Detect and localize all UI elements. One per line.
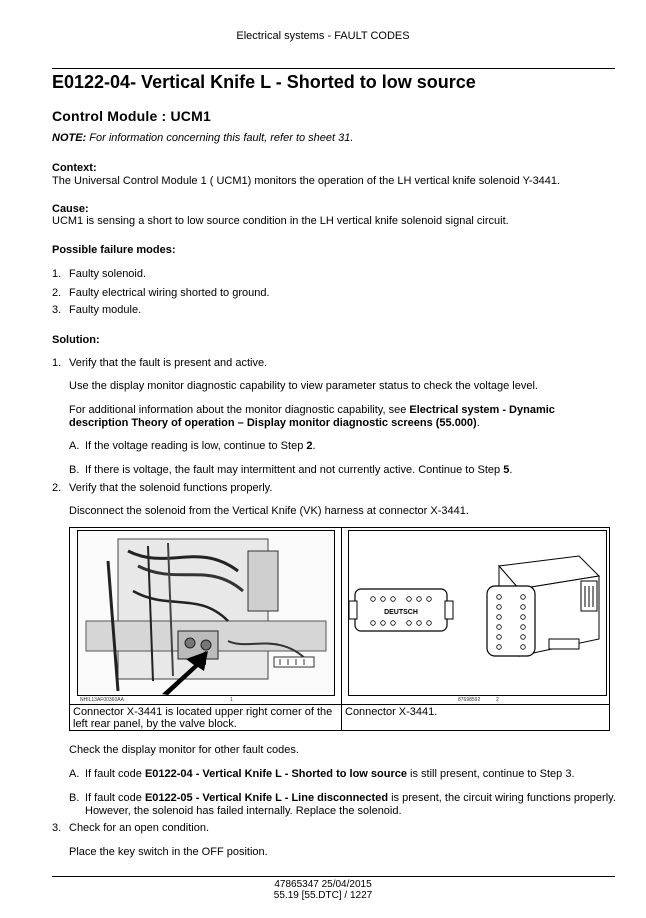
failure-modes-label: Possible failure modes: xyxy=(52,244,176,256)
step-number: 2. xyxy=(52,482,62,494)
figure-2-caption: Connector X-3441. xyxy=(345,706,438,718)
step-text: Check for an open condition. xyxy=(69,822,210,834)
step-number: 1. xyxy=(52,357,62,369)
step-paragraph: Check the display monitor for other fault codes. xyxy=(69,744,299,756)
machine-panel-drawing xyxy=(78,531,334,695)
connector-brand-label: DEUTSCH xyxy=(384,609,418,616)
note-text: For information concerning this fault, refer to sheet 31. xyxy=(89,132,354,144)
fault-title: E0122-04- Vertical Knife L - Shorted to low source xyxy=(52,72,476,92)
substep-fault-code: E0122-04 - Vertical Knife L - Shorted to low source xyxy=(144,768,407,780)
substep-text xyxy=(85,768,575,781)
step-number: 3. xyxy=(52,822,62,834)
cause-text: UCM1 is sensing a short to low source condition in the LH vertical knife solenoid signal circuit. xyxy=(52,215,509,227)
step-paragraph-reference xyxy=(69,404,617,430)
substep-body: If there is voltage, the fault may intermittent and not currently active. Continue to Step xyxy=(85,464,504,476)
reference-link[interactable]: Electrical system - Dynamic description Theory of operation – Display monitor diagnostic screens (55.000) xyxy=(69,404,555,429)
substep-text xyxy=(85,464,512,477)
step-text: Verify that the fault is present and active. xyxy=(69,357,268,369)
step-text: Verify that the solenoid functions properly. xyxy=(69,482,273,494)
failure-mode-text: Faulty electrical wiring shorted to ground. xyxy=(69,287,270,299)
step-paragraph: Place the key switch in the OFF position. xyxy=(69,846,268,858)
figure-1-caption: Connector X-3441 is located upper right corner of the left rear panel, by the valve block. xyxy=(73,706,333,730)
substep-end: . xyxy=(509,464,513,476)
footer-doc-id: 47865347 25/04/2015 xyxy=(274,879,372,890)
header-rule xyxy=(52,68,615,69)
step-paragraph: Use the display monitor diagnostic capability to view parameter status to check the voltage level. xyxy=(69,380,538,392)
figure-1-code: NHIL13AF00360AA xyxy=(80,697,124,703)
substep-step-ref: 2 xyxy=(306,440,313,452)
failure-mode-text: Faulty module. xyxy=(69,304,142,316)
substep-step-ref: 5 xyxy=(503,464,510,476)
figure-1-illustration xyxy=(77,530,335,696)
substep-letter: B. xyxy=(69,792,80,804)
substep-letter: A. xyxy=(69,768,80,780)
substep-pre: If fault code xyxy=(85,792,145,804)
page-header: Electrical systems - FAULT CODES xyxy=(236,30,410,42)
failure-mode-num: 3. xyxy=(52,304,62,316)
cause-label: Cause: xyxy=(52,203,89,215)
figure-row-divider xyxy=(70,704,609,705)
substep-letter: B. xyxy=(69,464,80,476)
failure-mode-text: Faulty solenoid. xyxy=(69,268,147,280)
figure-column-divider xyxy=(341,528,342,730)
failure-mode-num: 1. xyxy=(52,268,62,280)
footer-rule xyxy=(52,876,615,877)
control-module-heading: Control Module : UCM1 xyxy=(52,108,211,124)
substep-post: is present, the circuit wiring functions properly. However, the solenoid has failed internally. Replace the solenoid. xyxy=(85,792,616,817)
figure-2-illustration xyxy=(348,530,607,696)
step-paragraph: Disconnect the solenoid from the Vertical Knife (VK) harness at connector X-3441. xyxy=(69,505,469,517)
figure-2-code: 87698592 xyxy=(458,697,481,703)
substep-pre: If fault code xyxy=(85,768,145,780)
substep-end: . xyxy=(312,440,316,452)
substep-fault-code: E0122-05 - Vertical Knife L - Line disconnected xyxy=(144,792,389,804)
figure-2-number: 2 xyxy=(496,697,499,703)
substep-text xyxy=(85,792,620,818)
substep-body: If the voltage reading is low, continue to Step xyxy=(85,440,307,452)
figure-table xyxy=(69,527,610,731)
substep-text xyxy=(85,440,316,453)
substep-letter: A. xyxy=(69,440,80,452)
connector-drawing xyxy=(349,531,606,695)
reference-intro: For additional information about the monitor diagnostic capability, see xyxy=(69,404,410,416)
context-text: The Universal Control Module 1 ( UCM1) monitors the operation of the LH vertical knife solenoid Y-3441. xyxy=(52,175,561,187)
note xyxy=(52,132,353,145)
footer-page-ref: 55.19 [55.DTC] / 1227 xyxy=(273,890,373,901)
substep-post: is still present, continue to Step 3. xyxy=(406,768,575,780)
reference-end: . xyxy=(476,417,480,429)
figure-1-number: 1 xyxy=(230,697,233,703)
note-label: NOTE: xyxy=(52,132,87,144)
solution-label: Solution: xyxy=(52,334,100,346)
failure-mode-num: 2. xyxy=(52,287,62,299)
context-label: Context: xyxy=(52,162,97,174)
